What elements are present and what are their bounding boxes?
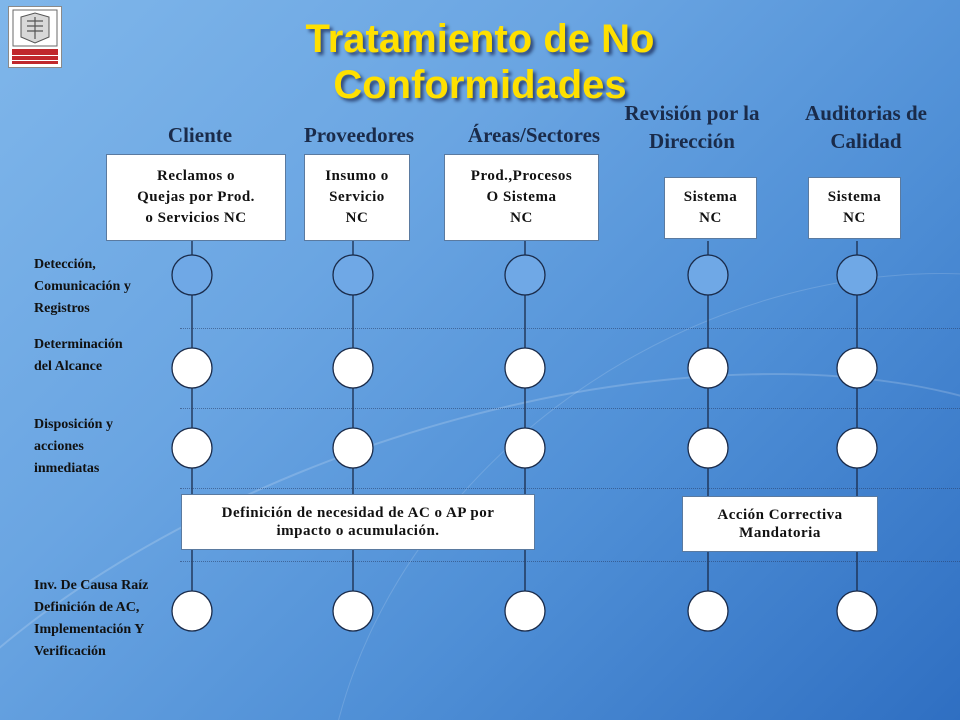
- box-line: Reclamos o: [157, 168, 235, 184]
- stage-node: [837, 255, 877, 295]
- stage-node: [837, 591, 877, 631]
- stage-node: [688, 255, 728, 295]
- stage-node: [505, 255, 545, 295]
- stage-divider: [180, 328, 960, 329]
- note-accion-correctiva: Acción Correctiva Mandatoria: [682, 496, 878, 552]
- stage-divider: [180, 408, 960, 409]
- source-box-revision: [664, 177, 757, 239]
- box-line: Prod.,Procesos: [470, 168, 573, 184]
- stage-label-determinacion: Determinación del Alcance: [34, 337, 123, 374]
- box-line: NC: [345, 210, 369, 226]
- stage-label-disposicion: Disposición y acciones inmediatas: [34, 417, 113, 476]
- stage-node: [333, 428, 373, 468]
- source-box-auditorias: [808, 177, 901, 239]
- box-line: Servicio: [329, 189, 385, 205]
- box-line: Insumo o: [325, 168, 389, 184]
- box-line: NC: [843, 210, 866, 226]
- stage-divider: [180, 561, 960, 562]
- stage-node: [333, 348, 373, 388]
- box-line: NC: [699, 210, 722, 226]
- stage-node: [333, 255, 373, 295]
- stage-node: [505, 591, 545, 631]
- stage-node: [688, 591, 728, 631]
- stage-label-causa-raiz: Inv. De Causa Raíz Definición de AC, Implementación Y Verificación: [34, 578, 149, 659]
- stage-node: [505, 428, 545, 468]
- box-line: Sistema: [827, 189, 882, 205]
- box-line: O Sistema: [486, 189, 557, 205]
- box-line: Sistema: [683, 189, 738, 205]
- stage-node: [172, 428, 212, 468]
- page-title: Tratamiento de No Conformidades: [305, 17, 655, 107]
- column-header-auditorias: Auditorias de Calidad: [805, 101, 927, 153]
- box-line: o Servicios NC: [145, 210, 247, 226]
- source-box-cliente: [106, 154, 286, 241]
- source-box-areas: [444, 154, 599, 241]
- column-header-revision: Revisión por la Dirección: [624, 101, 760, 153]
- stage-node: [172, 255, 212, 295]
- note-ac-ap: Definición de necesidad de AC o AP por impacto o acumulación.: [181, 494, 535, 550]
- stage-node: [837, 428, 877, 468]
- column-header-proveedores: Proveedores: [303, 123, 415, 147]
- stage-node: [172, 348, 212, 388]
- source-box-proveedores: [304, 154, 410, 241]
- column-header-areas: Áreas/Sectores: [467, 123, 601, 147]
- column-header-cliente: Cliente: [167, 123, 233, 147]
- stage-node: [688, 348, 728, 388]
- box-line: NC: [510, 210, 533, 226]
- stage-node: [333, 591, 373, 631]
- box-line: Quejas por Prod.: [137, 189, 255, 205]
- stage-node: [505, 348, 545, 388]
- stage-node: [688, 428, 728, 468]
- stage-divider: [180, 488, 960, 489]
- stage-label-deteccion: Detección, Comunicación y Registros: [34, 257, 131, 316]
- stage-node: [837, 348, 877, 388]
